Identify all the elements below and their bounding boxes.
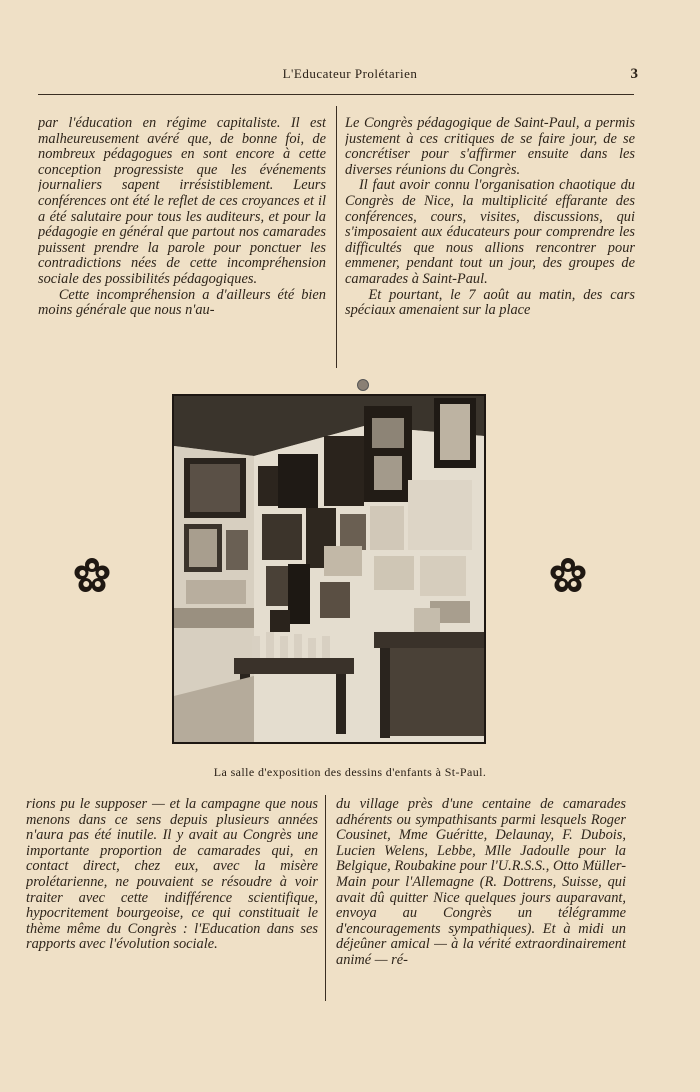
fleuron-ornament-left <box>72 556 112 596</box>
header-rule <box>38 94 634 95</box>
column-divider-top <box>336 106 337 368</box>
exhibition-room-photo <box>172 394 486 744</box>
page-number: 3 <box>630 66 638 82</box>
text-column-top-right: Le Congrès pédagogique de Saint-Paul, a permis justement à ces critiques de se faire jour, de se concrétiser pour s'affirmer ensuite dans les diverses réunions du Congrès. Il faut avoir connu l'organisation chaotique du Congrès de Nice, la multiplicité effarante des conférences, cours, visites, discussions, qui s'imposaient aux éducateurs pour comprendre les difficultés que nous allions rencontrer pour emmener, pendant tout un jour, des groupes de camarades à Saint-Paul. Et pourtant, le 7 août au matin, des cars spéciaux amenaient sur la place <box>345 116 635 319</box>
fleuron-ornament-right <box>548 556 588 596</box>
text-column-bottom-left: rions pu le supposer — et la campagne que nous menons dans ce sens depuis plusieurs années n'aura pas été inutile. Il y avait au Congrès une importante proportion de camarades qui, en contact direct, chez eux, avec la misère prolétarienne, ne pouvaient se résoudre à voir traiter avec cette indifférence scientifique, hypocritement bourgeoise, ce qui constituait le thème même du Congrès : l'Education dans ses rapports avec l'évolution sociale. <box>26 797 318 953</box>
photo-caption: La salle d'exposition des dessins d'enfants à St-Paul. <box>213 765 487 779</box>
running-header: L'Educateur Prolétarien <box>282 66 418 81</box>
text-column-bottom-right: du village près d'une centaine de camarades adhérents ou sympathisants parmi lesquels Roger Cousinet, Mme Guéritte, Delaunay, F. Dubois, Lucien Welens, Lebbe, Mlle Jadoulle pour la Belgique, Roubakine pour l'U.R.S.S., Otto Müller-Main pour l'Allemagne (R. Dottrens, Suisse, qui avait dû quitter Nice quelques jours auparavant, envoya au Congrès un télégramme d'encouragements sympathiques). Et à midi un déjeûner amical — à la vérité extraordinairement animé — ré- <box>336 797 626 968</box>
pin-dot-ornament <box>357 379 369 391</box>
column-divider-bottom <box>325 795 326 1001</box>
text-column-top-left: par l'éducation en régime capitaliste. Il est malheureusement avéré que, de bonne foi, de nombreux pédagogues en sont encore à cette conception progressiste que les événements journaliers sapent irrésistiblement. Leurs conférences ont été le reflet de ces croyances et il a été salutaire pour tous les auditeurs, et pour la pédagogie en général que partout nos camarades puissent prendre la parole pour ponctuer les contradictions nées de cette incompréhension sociale des possibilités pédagogiques. Cette incompréhension a d'ailleurs été bien moins générale que nous n'au- <box>38 116 326 319</box>
